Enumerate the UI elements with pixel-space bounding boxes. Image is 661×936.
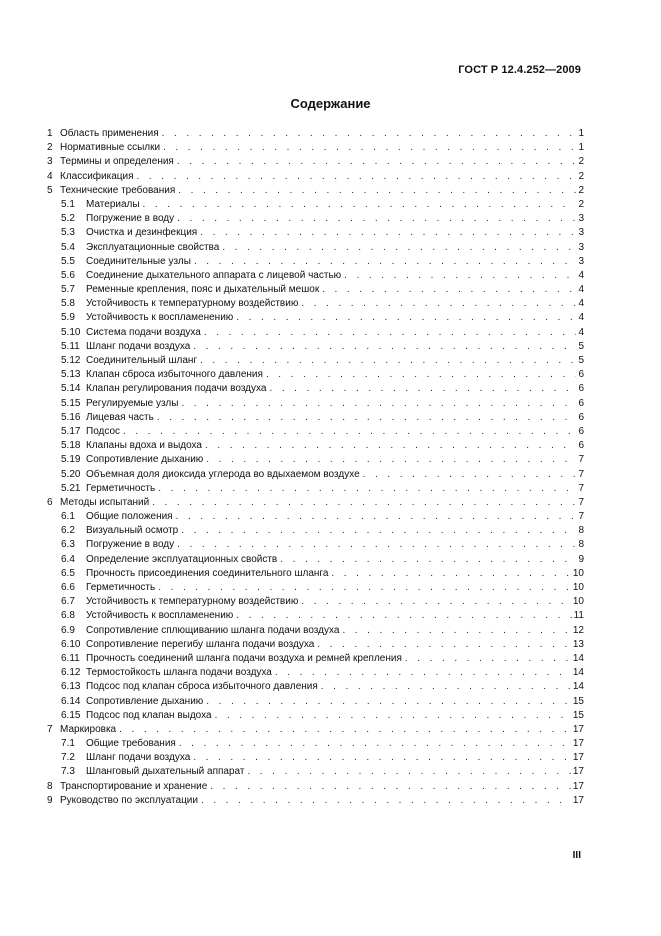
toc-entry-title: Ременные крепления, пояс и дыхательный мешок	[86, 284, 320, 296]
toc-leader-dots	[158, 482, 576, 496]
toc-entry-number: 5.21	[61, 482, 81, 494]
toc-entry-number: 5.3	[61, 227, 75, 239]
toc-entry-number: 5.2	[61, 213, 75, 225]
toc-leader-dots	[178, 184, 576, 198]
toc-entry-number: 5.20	[61, 468, 81, 480]
toc-entry	[47, 212, 584, 226]
toc-entry-page: 14	[572, 667, 584, 679]
toc-entry-page: 15	[572, 695, 584, 707]
toc-entry-page: 6	[578, 440, 584, 452]
toc-entry-number: 7	[47, 723, 53, 735]
toc-entry-page: 15	[572, 709, 584, 721]
toc-entry-number: 9	[47, 794, 53, 806]
toc-leader-dots	[269, 382, 576, 396]
toc-leader-dots	[157, 411, 576, 425]
toc-entry-number: 1	[47, 128, 53, 139]
toc-entry-number: 6.4	[61, 553, 75, 565]
toc-entry-page: 5	[578, 340, 584, 352]
toc-entry-number: 6.6	[61, 582, 75, 593]
toc-entry-title: Соединительные узлы	[86, 255, 191, 267]
toc-entry-page: 9	[578, 553, 584, 565]
toc-entry-page: 10	[572, 596, 584, 608]
toc-entry	[47, 439, 584, 453]
toc-entry	[47, 737, 584, 751]
toc-entry-number: 5.12	[61, 355, 81, 366]
toc-entry-number: 5.6	[61, 269, 75, 281]
toc-entry-title: Визуальный осмотр	[86, 525, 179, 537]
toc-entry-number: 6.7	[61, 596, 75, 608]
toc-entry-number: 5.15	[61, 397, 81, 409]
toc-entry	[47, 382, 584, 396]
toc-entry-title: Технические требования	[60, 184, 176, 196]
toc-leader-dots	[342, 624, 570, 638]
toc-leader-dots	[123, 425, 576, 439]
toc-entry-number: 3	[47, 156, 53, 168]
toc-entry-page: 3	[578, 255, 584, 267]
toc-leader-dots	[193, 340, 576, 354]
toc-leader-dots	[181, 397, 576, 411]
toc-leader-dots	[200, 354, 576, 368]
toc-entry-number: 6.2	[61, 525, 75, 537]
toc-entry-title: Сопротивление перегибу шланга подачи воздуха	[86, 638, 315, 650]
toc-entry-title: Методы испытаний	[60, 496, 150, 508]
toc-leader-dots	[143, 198, 576, 212]
toc-entry-number: 6.14	[61, 695, 81, 707]
toc-entry	[47, 496, 584, 510]
toc-leader-dots	[206, 695, 571, 709]
toc-entry	[47, 326, 584, 340]
toc-entry-page: 2	[578, 156, 584, 168]
toc-entry	[47, 468, 584, 482]
toc-entry-title: Очистка и дезинфекция	[86, 227, 198, 239]
toc-entry-number: 5.10	[61, 326, 81, 338]
toc-entry-number: 5.4	[61, 241, 75, 253]
toc-entry-title: Соединение дыхательного аппарата с лицевой частью	[86, 269, 342, 281]
toc-entry-number: 6.8	[61, 610, 75, 622]
toc-leader-dots	[247, 765, 570, 779]
toc-entry-number: 5.7	[61, 284, 75, 296]
toc-entry-number: 6.9	[61, 624, 75, 636]
toc-entry-title: Устойчивость к воспламенению	[86, 312, 234, 324]
toc-entry	[47, 354, 584, 368]
toc-entry	[47, 624, 584, 638]
toc-entry-number: 5.1	[61, 198, 75, 210]
toc-entry-number: 7.2	[61, 752, 75, 764]
toc-entry-page: 17	[572, 794, 584, 806]
toc-entry-number: 5.16	[61, 411, 81, 423]
toc-entry-title: Классификация	[60, 170, 134, 182]
toc-entry-number: 6.12	[61, 667, 81, 679]
toc-entry-number: 6	[47, 496, 53, 508]
toc-entry-title: Определение эксплуатационных свойств	[86, 553, 278, 565]
toc-entry-page: 5	[578, 355, 584, 366]
toc-entry-number: 5	[47, 184, 53, 196]
toc-entry	[47, 538, 584, 552]
toc-entry-title: Транспортирование и хранение	[60, 780, 208, 792]
toc-entry	[47, 241, 584, 255]
toc-entry	[47, 794, 584, 808]
toc-leader-dots	[236, 311, 576, 325]
toc-entry-title: Подсос под клапан сброса избыточного давления	[86, 681, 318, 693]
table-of-contents	[47, 127, 584, 808]
toc-leader-dots	[177, 212, 576, 226]
toc-leader-dots	[162, 127, 576, 141]
toc-leader-dots	[179, 737, 571, 751]
toc-leader-dots	[222, 241, 576, 255]
toc-entry	[47, 311, 584, 325]
toc-entry-page: 8	[578, 525, 584, 537]
toc-entry	[47, 184, 584, 198]
toc-leader-dots	[322, 283, 576, 297]
toc-entry-page: 8	[578, 539, 584, 551]
toc-entry-title: Устойчивость к температурному воздействию	[86, 298, 299, 310]
toc-entry-page: 6	[578, 397, 584, 409]
toc-entry-page: 6	[578, 411, 584, 423]
toc-entry-page: 17	[572, 723, 584, 735]
toc-entry-page: 7	[578, 496, 584, 508]
toc-entry-number: 6.11	[61, 652, 80, 664]
toc-entry-number: 5.9	[61, 312, 75, 324]
toc-entry-title: Материалы	[86, 198, 140, 210]
toc-leader-dots	[363, 468, 576, 482]
toc-entry-number: 5.5	[61, 255, 75, 267]
toc-entry-number: 6.1	[61, 511, 75, 523]
toc-entry-number: 6.10	[61, 638, 81, 650]
toc-entry-number: 4	[47, 170, 53, 182]
toc-entry-title: Устойчивость к температурному воздействию	[86, 596, 299, 608]
toc-entry-title: Шланговый дыхательный аппарат	[86, 766, 245, 778]
page-number: III	[572, 850, 581, 861]
toc-leader-dots	[210, 780, 571, 794]
toc-entry-page: 7	[578, 454, 584, 466]
toc-entry-title: Подсос	[86, 425, 121, 437]
toc-entry-number: 6.13	[61, 681, 81, 693]
toc-leader-dots	[163, 141, 576, 155]
toc-entry-number: 5.18	[61, 440, 81, 452]
toc-entry	[47, 397, 584, 411]
toc-entry-title: Нормативные ссылки	[60, 142, 161, 154]
toc-entry-title: Термины и определения	[60, 156, 174, 168]
toc-leader-dots	[344, 269, 576, 283]
toc-entry-title: Руководство по эксплуатации	[60, 794, 198, 806]
toc-entry-title: Погружение в воду	[86, 539, 175, 551]
toc-leader-dots	[317, 638, 571, 652]
toc-entry-title: Подсос под клапан выдоха	[86, 709, 212, 721]
toc-leader-dots	[158, 581, 571, 595]
toc-entry-page: 3	[578, 241, 584, 253]
toc-entry	[47, 680, 584, 694]
toc-entry-page: 17	[572, 752, 584, 764]
toc-entry	[47, 283, 584, 297]
toc-leader-dots	[280, 553, 576, 567]
toc-entry-page: 10	[572, 567, 584, 579]
toc-entry-number: 5.19	[61, 454, 81, 466]
toc-entry	[47, 141, 584, 155]
toc-leader-dots	[176, 510, 576, 524]
toc-entry-page: 14	[572, 652, 584, 664]
page-title: Содержание	[290, 96, 371, 111]
toc-entry-page: 17	[572, 766, 584, 778]
toc-entry-number: 6.3	[61, 539, 75, 551]
toc-entry-title: Сопротивление дыханию	[86, 695, 204, 707]
toc-entry-page: 4	[578, 298, 584, 310]
toc-entry-page: 13	[572, 638, 584, 650]
toc-entry-number: 5.13	[61, 369, 81, 381]
toc-entry-page: 7	[578, 482, 584, 494]
toc-entry	[47, 155, 584, 169]
toc-entry	[47, 269, 584, 283]
toc-entry-page: 4	[578, 312, 584, 324]
toc-entry-page: 3	[578, 213, 584, 225]
toc-entry-title: Регулируемые узлы	[86, 397, 179, 409]
toc-entry	[47, 652, 584, 666]
toc-entry-number: 7.3	[61, 766, 75, 778]
toc-entry-page: 2	[578, 170, 584, 182]
toc-entry-title: Эксплуатационные свойства	[86, 241, 220, 253]
toc-entry	[47, 709, 584, 723]
toc-entry-title: Сопротивление дыханию	[86, 454, 204, 466]
toc-entry-title: Герметичность	[86, 582, 156, 593]
toc-entry-page: 1	[578, 142, 584, 154]
toc-entry-page: 1	[578, 128, 584, 139]
toc-entry-title: Объемная доля диоксида углерода во вдыхаемом воздухе	[86, 468, 360, 480]
toc-entry-number: 8	[47, 780, 53, 792]
toc-entry-title: Общие положения	[86, 511, 173, 523]
toc-entry	[47, 127, 584, 141]
toc-entry	[47, 553, 584, 567]
toc-entry-number: 2	[47, 142, 53, 154]
toc-leader-dots	[215, 709, 571, 723]
toc-entry	[47, 368, 584, 382]
toc-leader-dots	[200, 226, 576, 240]
toc-entry	[47, 226, 584, 240]
toc-entry-title: Устойчивость к воспламенению	[86, 610, 234, 622]
toc-entry-number: 7.1	[61, 738, 75, 750]
toc-entry-title: Погружение в воду	[86, 213, 175, 225]
toc-entry	[47, 567, 584, 581]
toc-leader-dots	[405, 652, 571, 666]
toc-entry-number: 5.11	[61, 340, 80, 352]
toc-entry-number: 5.17	[61, 425, 81, 437]
toc-entry-page: 2	[578, 198, 584, 210]
toc-entry	[47, 581, 584, 595]
toc-leader-dots	[321, 680, 571, 694]
toc-entry	[47, 609, 584, 623]
toc-entry	[47, 723, 584, 737]
toc-entry-page: 6	[578, 383, 584, 395]
toc-leader-dots	[205, 439, 576, 453]
toc-entry-page: 7	[578, 511, 584, 523]
toc-entry-title: Клапаны вдоха и выдоха	[86, 440, 202, 452]
toc-leader-dots	[206, 453, 576, 467]
toc-entry-title: Клапан сброса избыточного давления	[86, 369, 263, 381]
toc-entry-number: 6.15	[61, 709, 81, 721]
toc-leader-dots	[201, 794, 571, 808]
toc-entry	[47, 524, 584, 538]
toc-leader-dots	[137, 170, 576, 184]
toc-entry-title: Сопротивление сплющиванию шланга подачи воздуха	[86, 624, 340, 636]
toc-entry-title: Шланг подачи воздуха	[86, 340, 191, 352]
toc-entry	[47, 751, 584, 765]
toc-entry-page: 4	[578, 326, 584, 338]
toc-entry-page: 17	[572, 738, 584, 750]
toc-leader-dots	[193, 751, 571, 765]
toc-entry	[47, 255, 584, 269]
toc-leader-dots	[181, 524, 576, 538]
toc-entry-title: Клапан регулирования подачи воздуха	[86, 383, 267, 395]
toc-entry	[47, 453, 584, 467]
toc-entry-page: 3	[578, 227, 584, 239]
toc-entry-page: 2	[578, 184, 584, 196]
toc-entry-page: 10	[572, 582, 584, 593]
toc-leader-dots	[301, 297, 576, 311]
toc-entry-page: 4	[578, 284, 584, 296]
toc-entry	[47, 340, 584, 354]
toc-entry-page: 7	[578, 468, 584, 480]
toc-entry	[47, 765, 584, 779]
toc-entry-title: Прочность соединений шланга подачи воздуха и ремней крепления	[86, 652, 402, 664]
toc-leader-dots	[275, 666, 571, 680]
toc-leader-dots	[194, 255, 576, 269]
toc-entry	[47, 510, 584, 524]
toc-entry	[47, 595, 584, 609]
toc-entry	[47, 170, 584, 184]
toc-entry-page: 11	[573, 610, 584, 622]
toc-entry	[47, 666, 584, 680]
toc-entry-title: Лицевая часть	[86, 411, 154, 423]
toc-entry	[47, 780, 584, 794]
toc-entry-title: Герметичность	[86, 482, 156, 494]
toc-leader-dots	[204, 326, 576, 340]
document-code: ГОСТ Р 12.4.252—2009	[458, 64, 581, 76]
toc-entry-title: Область применения	[60, 128, 159, 139]
toc-entry-page: 14	[572, 681, 584, 693]
toc-entry	[47, 198, 584, 212]
toc-entry-page: 6	[578, 425, 584, 437]
toc-entry-title: Общие требования	[86, 738, 176, 750]
toc-leader-dots	[177, 538, 576, 552]
toc-entry-page: 6	[578, 369, 584, 381]
toc-entry-title: Термостойкость шланга подачи воздуха	[86, 667, 272, 679]
toc-entry-number: 6.5	[61, 567, 75, 579]
toc-leader-dots	[331, 567, 570, 581]
toc-entry-number: 5.8	[61, 298, 75, 310]
toc-entry-title: Шланг подачи воздуха	[86, 752, 191, 764]
toc-entry-title: Маркировка	[60, 723, 117, 735]
toc-entry-page: 4	[578, 269, 584, 281]
toc-entry-page: 12	[572, 624, 584, 636]
toc-leader-dots	[152, 496, 576, 510]
toc-leader-dots	[177, 155, 576, 169]
toc-entry-page: 17	[572, 780, 584, 792]
toc-leader-dots	[301, 595, 571, 609]
toc-entry-title: Прочность присоединения соединительного шланга	[86, 567, 329, 579]
toc-entry	[47, 482, 584, 496]
toc-leader-dots	[266, 368, 576, 382]
toc-entry	[47, 411, 584, 425]
toc-entry-title: Система подачи воздуха	[86, 326, 201, 338]
toc-entry	[47, 297, 584, 311]
toc-leader-dots	[119, 723, 571, 737]
toc-leader-dots	[236, 609, 571, 623]
toc-entry	[47, 425, 584, 439]
toc-entry	[47, 638, 584, 652]
toc-entry-title: Соединительный шланг	[86, 355, 198, 366]
toc-entry	[47, 695, 584, 709]
toc-entry-number: 5.14	[61, 383, 81, 395]
